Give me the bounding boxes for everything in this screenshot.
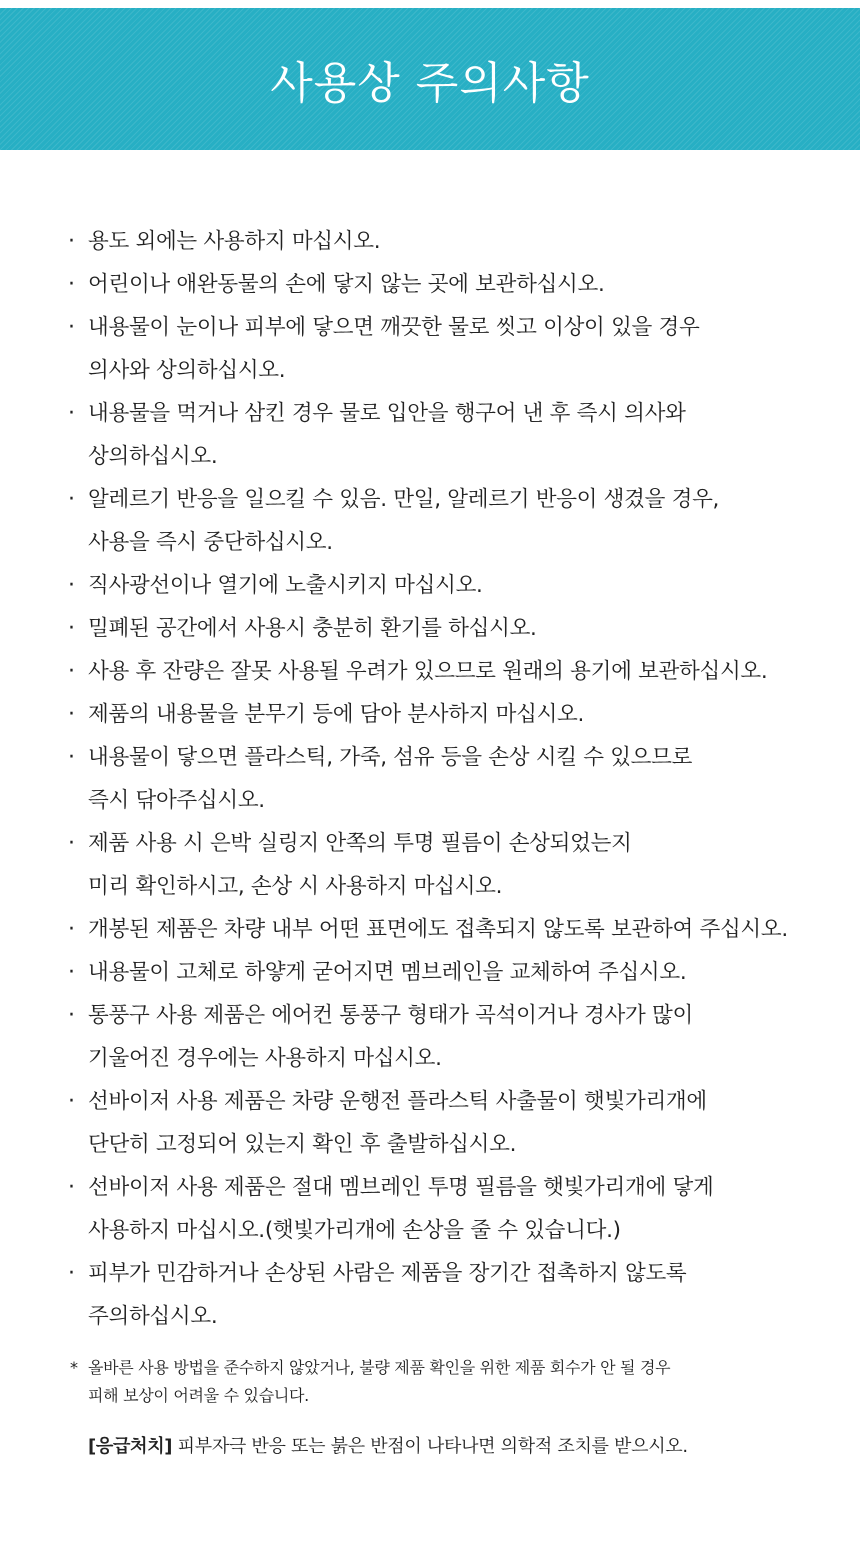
caution-item-text: 밀폐된 공간에서 사용시 충분히 환기를 하십시오. — [88, 616, 537, 641]
caution-list — [62, 220, 832, 1338]
header-banner — [0, 8, 860, 150]
caution-item — [62, 306, 832, 392]
caution-item-text: 피부가 민감하거나 손상된 사람은 제품을 장기간 접촉하지 않도록 — [88, 1261, 687, 1286]
caution-item-text: 선바이저 사용 제품은 차량 운행전 플라스틱 사출물이 햇빛가리개에 — [88, 1089, 707, 1114]
page-title: 사용상 주의사항 — [270, 58, 590, 109]
caution-item — [62, 392, 832, 478]
caution-item-text: 선바이저 사용 제품은 절대 멤브레인 투명 필름을 햇빛가리개에 닿게 — [88, 1175, 714, 1200]
disclaimer-note — [70, 1354, 810, 1410]
caution-item-text: 통풍구 사용 제품은 에어컨 통풍구 형태가 곡석이거나 경사가 많이 — [88, 1003, 693, 1028]
note-line: 피해 보상이 어려울 수 있습니다. — [88, 1386, 309, 1405]
caution-item-text: 내용물이 닿으면 플라스틱, 가죽, 섬유 등을 손상 시킬 수 있으므로 — [88, 745, 693, 770]
caution-item-text: 즉시 닦아주십시오. — [88, 788, 265, 813]
caution-item — [62, 564, 832, 607]
note-marker: * — [70, 1358, 78, 1377]
caution-item-text: 내용물이 눈이나 피부에 닿으면 깨끗한 물로 씻고 이상이 있을 경우 — [88, 315, 700, 340]
caution-item — [62, 650, 832, 693]
caution-item-text: 미리 확인하시고, 손상 시 사용하지 마십시오. — [88, 874, 503, 899]
caution-item — [62, 220, 832, 263]
caution-item — [62, 736, 832, 822]
caution-item-text: 직사광선이나 열기에 노출시키지 마십시오. — [88, 573, 483, 598]
caution-item — [62, 263, 832, 306]
caution-item — [62, 994, 832, 1080]
caution-item — [62, 1252, 832, 1338]
caution-item-text: 주의하십시오. — [88, 1304, 218, 1329]
caution-item-text: 단단히 고정되어 있는지 확인 후 출발하십시오. — [88, 1132, 517, 1157]
caution-item-text: 사용하지 마십시오.(햇빛가리개에 손상을 줄 수 있습니다.) — [88, 1218, 621, 1243]
caution-item-text: 개봉된 제품은 차량 내부 어떤 표면에도 접촉되지 않도록 보관하여 주십시오. — [88, 917, 788, 942]
caution-item-text: 의사와 상의하십시오. — [88, 358, 286, 383]
caution-item-text: 사용 후 잔량은 잘못 사용될 우려가 있으므로 원래의 용기에 보관하십시오. — [88, 659, 768, 684]
caution-item-text: 기울어진 경우에는 사용하지 마십시오. — [88, 1046, 442, 1071]
caution-item-text: 알레르기 반응을 일으킬 수 있음. 만일, 알레르기 반응이 생겼을 경우, — [88, 487, 720, 512]
caution-item — [62, 607, 832, 650]
caution-item-text: 내용물이 고체로 하얗게 굳어지면 멤브레인을 교체하여 주십시오. — [88, 960, 687, 985]
caution-item-text: 용도 외에는 사용하지 마십시오. — [88, 229, 381, 254]
note-line: 올바른 사용 방법을 준수하지 않았거나, 불량 제품 확인을 위한 제품 회수가 안 될 경우 — [88, 1358, 671, 1377]
caution-item-text: 어린이나 애완동물의 손에 닿지 않는 곳에 보관하십시오. — [88, 272, 605, 297]
caution-item — [62, 822, 832, 908]
caution-item-text: 상의하십시오. — [88, 444, 218, 469]
emergency-text: 피부자극 반응 또는 붉은 반점이 나타나면 의학적 조치를 받으시오. — [172, 1436, 688, 1457]
emergency-label: [응급처치] — [88, 1436, 173, 1457]
caution-item — [62, 693, 832, 736]
caution-item — [62, 478, 832, 564]
caution-item-text: 제품 사용 시 은박 실링지 안쪽의 투명 필름이 손상되었는지 — [88, 831, 632, 856]
caution-item — [62, 908, 832, 951]
caution-item — [62, 1166, 832, 1252]
caution-item — [62, 1080, 832, 1166]
emergency-instruction — [88, 1432, 828, 1462]
caution-item — [62, 951, 832, 994]
caution-item-text: 제품의 내용물을 분무기 등에 담아 분사하지 마십시오. — [88, 702, 585, 727]
caution-item-text: 사용을 즉시 중단하십시오. — [88, 530, 333, 555]
caution-item-text: 내용물을 먹거나 삼킨 경우 물로 입안을 행구어 낸 후 즉시 의사와 — [88, 401, 686, 426]
